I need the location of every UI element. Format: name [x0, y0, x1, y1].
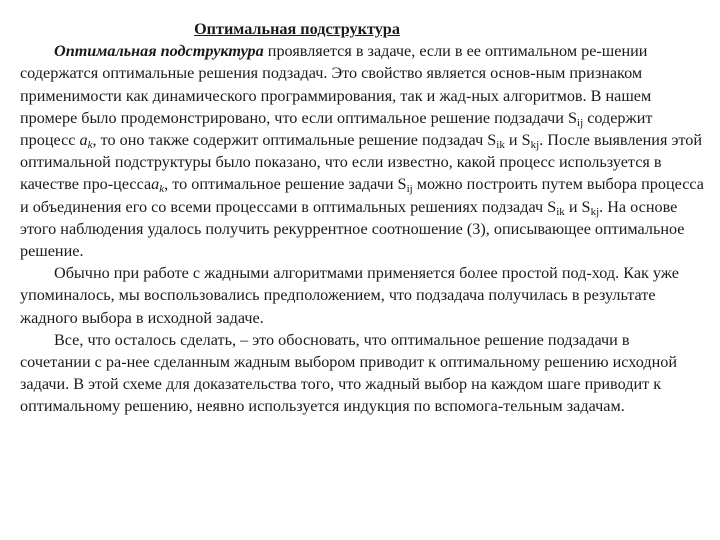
text-run: . На основе этого наблюдения удалось получить рекуррентное соотношение (3), описывающее оптимальное решение.	[20, 197, 685, 261]
text-run: , то оптимальное решение задачи	[164, 175, 398, 194]
section-heading: Оптимальная подструктура	[194, 20, 400, 38]
symbol-s-kj: $S_{kj}$	[521, 131, 540, 152]
document-page	[20, 18, 704, 418]
symbol-s-ik: $S_{ik}$	[487, 131, 505, 152]
symbol-s-ik: $S_{ik}$	[547, 197, 565, 218]
text-run: . После выявления этой оптимальной подструктуры было показано, что если известно, какой процесс используется в качестве про-цесса	[20, 131, 703, 194]
text-run: содержит процесс	[20, 108, 653, 150]
symbol-s-kj: $S_{kj}$	[581, 197, 600, 218]
defined-term: Оптимальная подструктура	[54, 42, 264, 61]
text-run: , то оно также содержит оптимальные решение подзадач	[92, 131, 488, 150]
paragraph-justification: Все, что осталось сделать, – это обосновать, что оптимальное решение подзадачи в сочетании с ра-нее сделанным жадным выбором приводит к оптимальному решению исходной задачи. В этой схеме для доказательства того, что жадный выбор на каждом шаге приводит к оптимальному решению, неявно используется индукция по вспомога-тельным задачам.	[20, 330, 678, 416]
text-run: проявляется в задаче, если в ее оптимальном ре-шении содержатся оптимальные решения подзадач. Это свойство является основ-ным признаком применимости как динамического программирования, так и жад-ных алгоритмов. В нашем промере было продемонстрировано, что если оптимальное решение подзадачи	[20, 42, 652, 127]
symbol-s-ij: $S_{ij}$	[568, 108, 584, 129]
paragraph-greedy-approach: Обычно при работе с жадными алгоритмами применяется более простой под-ход. Как уже упоминалось, мы воспользовались предположением, что подзадача получилась в результате жадного выбора в исходной задаче.	[20, 264, 679, 327]
text-run: и	[504, 131, 522, 150]
symbol-a-k: $a_k$	[79, 131, 93, 152]
paragraph-optimal-substructure	[20, 40, 704, 262]
symbol-a-k: $a_k$	[151, 175, 165, 196]
symbol-s-ij: $S_{ij}$	[397, 175, 413, 196]
text-run: и	[564, 197, 582, 216]
text-run: можно построить путем выбора процесса и объединения его со всеми процессами в оптимальных решениях подзадач	[20, 175, 704, 216]
